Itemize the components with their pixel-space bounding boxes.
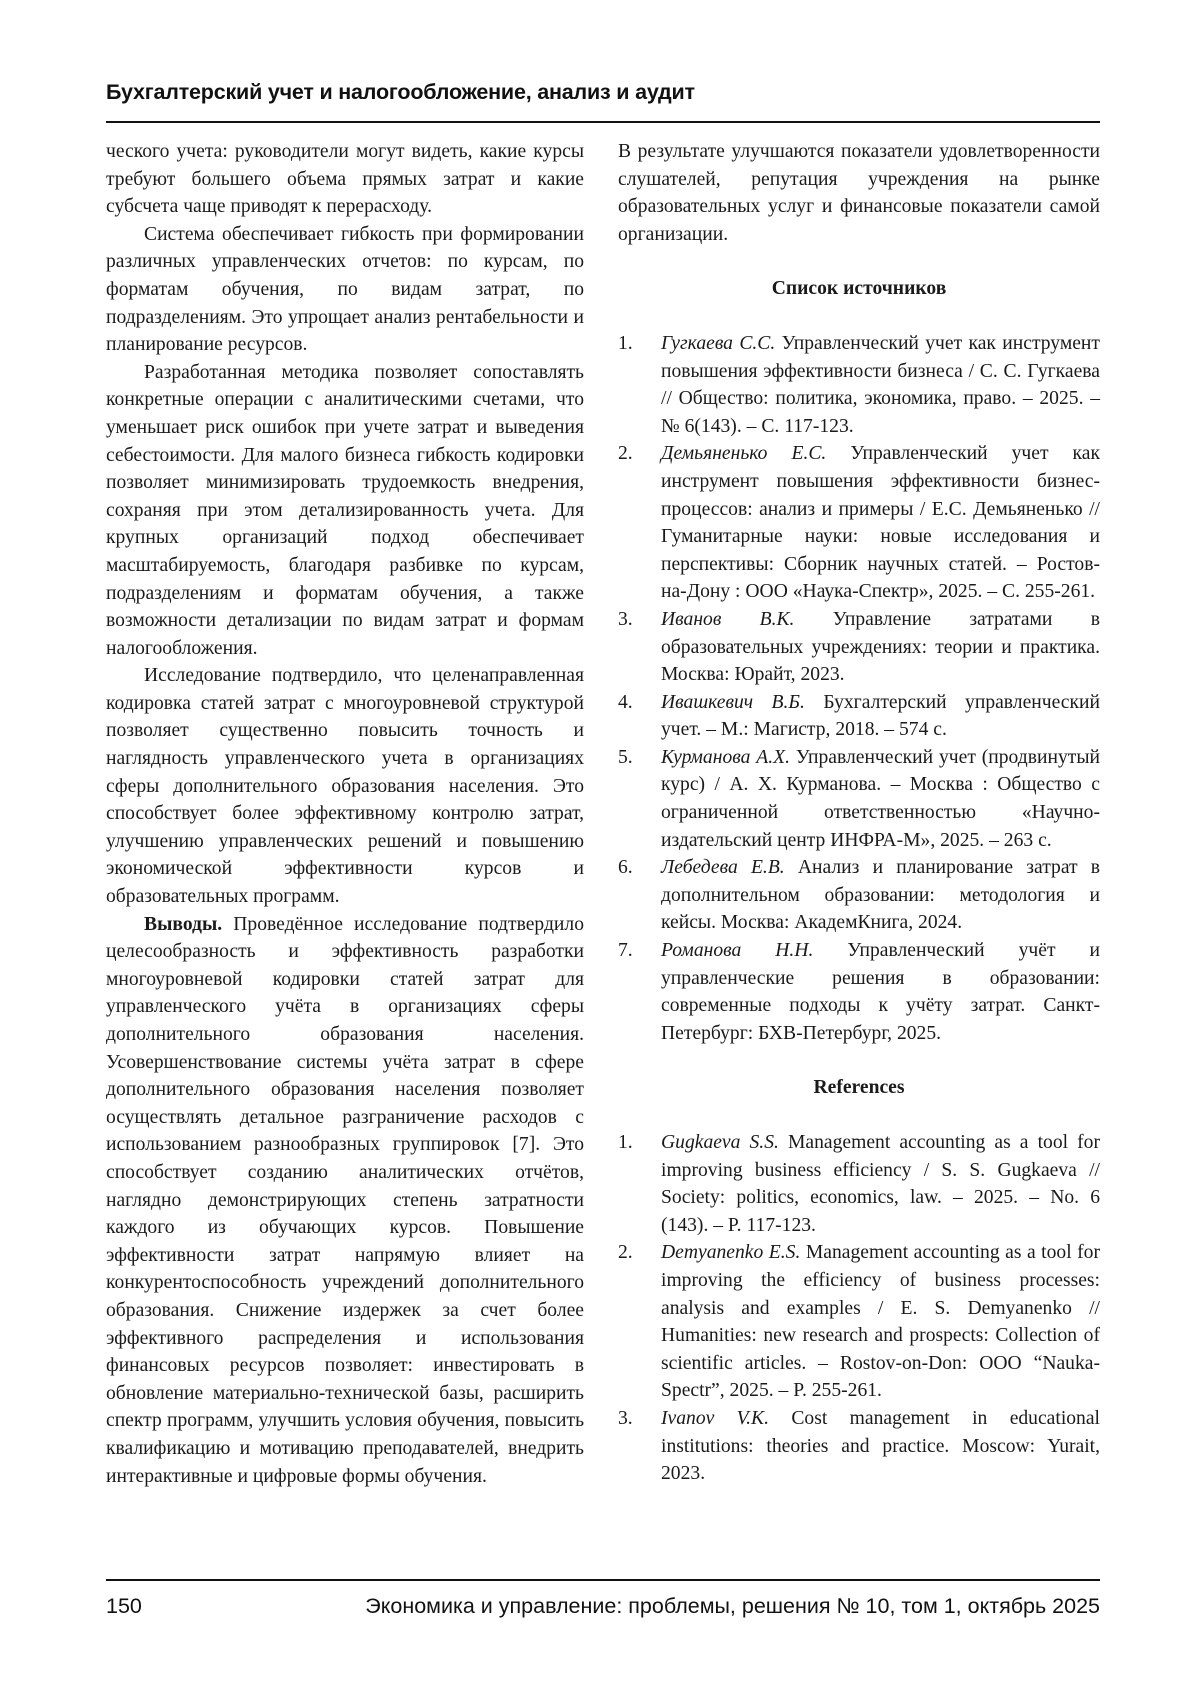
reference-item [618, 1129, 1100, 1239]
item-number: 1. [618, 332, 633, 354]
paragraph: Исследование подтвердило, что целенаправленная кодировка статей затрат с многоуровневой структурой позволяет существенно повысить точность и наглядность управленческого учета в организациях сферы дополнительного образования населения. Это способствует более эффективному контролю затрат, улучшению управленческих решений и повышению экономической эффективности курсов и образовательных программ. [106, 665, 584, 908]
source-item [618, 440, 1100, 606]
item-number: 1. [618, 1132, 633, 1153]
references-heading: References [813, 1077, 905, 1099]
source-item [618, 854, 1100, 937]
running-head-title: Бухгалтерский учет и налогообложение, анализ и аудит [106, 80, 695, 104]
item-author: Иванов В.К. [661, 608, 795, 630]
paragraph: Система обеспечивает гибкость при формировании различных управленческих отчетов: по курсам, по форматам обучения, по видам затрат, по подразделениям. Это упрощает анализ рентабельности и планирование ресурсов. [106, 223, 584, 356]
item-number: 7. [618, 940, 633, 962]
right-column [618, 138, 1100, 1488]
source-item [618, 937, 1100, 1047]
item-author: Ivanov V.K. [661, 1407, 769, 1429]
item-number: 2. [618, 1242, 633, 1264]
header-rule [106, 121, 1100, 123]
item-author: Ивашкевич В.Б. [661, 691, 805, 713]
item-number: 3. [618, 608, 633, 630]
item-author: Романова Н.Н. [661, 940, 814, 962]
item-text: Управленческий учет (продвинутый курс) / А. Х. Курманова. – Москва : Общество с ограниченной ответственностью «Научно-издательский центр ИНФРА-М», 2025. – 263 с. [661, 746, 1100, 851]
item-author: Курманова А.Х. [661, 746, 790, 768]
sources-heading: Список источников [771, 278, 947, 300]
footer-rule [106, 1579, 1100, 1581]
source-item [618, 744, 1100, 854]
item-text: Бухгалтерский управленческий учет. – М.: Магистр, 2018. – 574 с. [661, 691, 1100, 741]
page-number: 150 [106, 1594, 142, 1618]
source-item [618, 689, 1100, 744]
conclusions-text: Проведённое исследование подтвердило целесообразность и эффективность разработки многоуровневой кодировки статей затрат для управленческого учёта в организациях сферы дополнительного образования населения. Усовершенствование системы учёта затрат в сфере дополнительного образования населения позволяет осуществлять детальное разграничение расходов с использованием разнообразных группировок [7]. Это способствует созданию аналитических отчётов, наглядно демонстрирующих степень затратности каждого из обучающих курсов. Повышение эффективности затрат напрямую влияет на конкурентоспособность учреждений дополнительного образования. Снижение издержек за счет более эффективного распределения и использования финансовых ресурсов позволяет: инвестировать в обновление материально-технической базы, расширить спектр программ, улучшить условия обучения, повысить квалификацию и мотивацию преподавателей, внедрить интерактивные и цифровые формы обучения. [106, 913, 584, 1487]
item-text: Управленческий учет как инструмент повышения эффективности бизнеса / С. С. Гугкаева // Общество: политика, экономика, право. – 2025. – № 6(143). – С. 117-123. [661, 332, 1100, 437]
item-number: 6. [618, 857, 633, 879]
paragraph: Разработанная методика позволяет сопоставлять конкретные операции с аналитическими счетами, что уменьшает риск ошибок при учете затрат и выведения себестоимости. Для малого бизнеса гибкость кодировки позволяет минимизировать трудоемкость внедрения, сохраняя при этом детализированность учета. Для крупных организаций подход обеспечивает масштабируемость, благодаря разбивке по курсам, подразделениям и форматам обучения, а также возможности детализации по видам затрат и формам налогообложения. [106, 361, 584, 659]
item-text: Управленческий учет как инструмент повышения эффективности бизнес-процессов: анализ и примеры / Е.С. Демьяненько // Гуманитарные науки: новые исследования и перспективы: Сборник научных статей. – Ростов-на-Дону : ООО «Наука-Спектр», 2025. – С. 255-261. [661, 443, 1100, 603]
paragraph: В результате улучшаются показатели удовлетворенности слушателей, репутация учреждения на рынке образовательных услуг и финансовые показатели самой организации. [618, 141, 1100, 245]
item-author: Демьяненько Е.С. [661, 443, 827, 465]
item-author: Лебедева Е.В. [661, 857, 785, 879]
item-text: Cost management in educational institutions: theories and practice. Moscow: Yurait, 2023. [661, 1407, 1100, 1485]
item-number: 5. [618, 746, 633, 768]
conclusions-paragraph [106, 911, 584, 1490]
item-text: Анализ и планирование затрат в дополнительном образовании: методология и кейсы. Москва: АкадемКнига, 2024. [661, 857, 1100, 934]
item-text: Управление затратами в образовательных учреждениях: теории и практика. Москва: Юрайт, 2023. [661, 608, 1100, 686]
left-column [106, 138, 584, 1490]
item-author: Гугкаева С.С. [661, 332, 776, 354]
item-author: Demyanenko E.S. [661, 1242, 801, 1264]
conclusions-label: Выводы. [144, 913, 223, 935]
source-item [618, 330, 1100, 440]
source-item [618, 606, 1100, 689]
item-number: 3. [618, 1407, 633, 1429]
references-list [618, 1129, 1100, 1488]
paragraph: ческого учета: руководители могут видеть, какие курсы требуют большего объема прямых затрат и какие субсчета чаще приводят к перерасходу. [106, 141, 584, 218]
item-text: Management accounting as a tool for improving the efficiency of business processes: analysis and examples / E. S. Demyanenko // Humanities: new research and prospects: Collection of scientific articles. – Rostov-on-Don: OOO “Nauka-Spectr”, 2025. – P. 255-261. [661, 1242, 1100, 1402]
item-author: Gugkaeva S.S. [661, 1132, 779, 1153]
journal-info: Экономика и управление: проблемы, решения № 10, том 1, октябрь 2025 [365, 1594, 1100, 1618]
reference-item [618, 1239, 1100, 1405]
item-text: Управленческий учёт и управленческие решения в образовании: современные подходы к учёту затрат. Санкт-Петербург: БХВ-Петербург, 2025. [661, 940, 1100, 1044]
item-number: 2. [618, 443, 633, 465]
item-number: 4. [618, 691, 633, 713]
reference-item [618, 1405, 1100, 1488]
page-footer [106, 1594, 1100, 1619]
item-text: Management accounting as a tool for improving business efficiency / S. S. Gugkaeva // Society: politics, economics, law. – 2025. – No. 6 (143). – P. 117-123. [661, 1132, 1101, 1236]
sources-list [618, 330, 1100, 1047]
